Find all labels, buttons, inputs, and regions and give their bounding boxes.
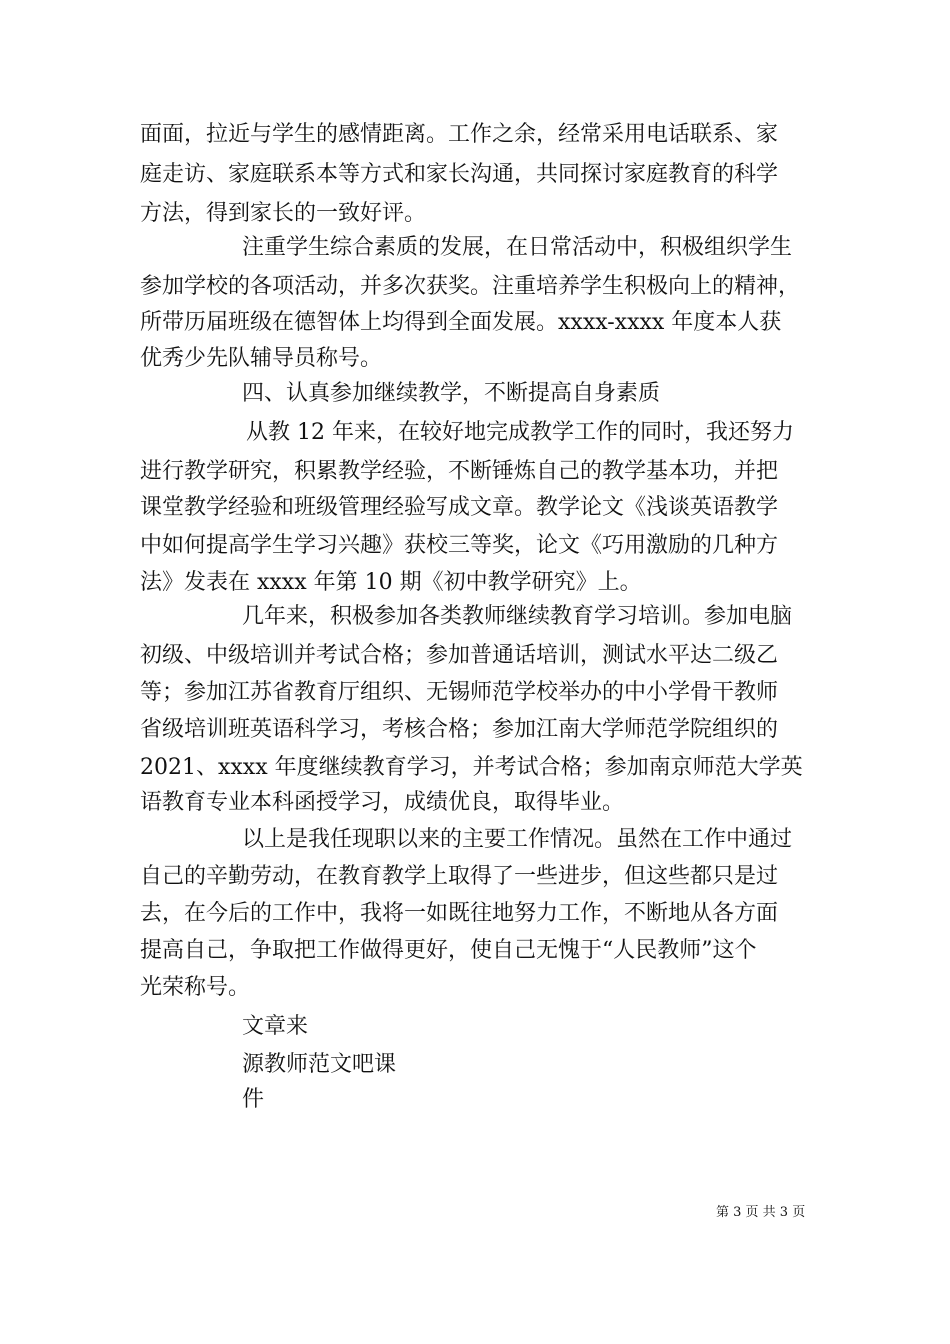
section-heading: 四、认真参加继续教学，不断提高自身素质 <box>242 381 661 406</box>
source-note-line: 件 <box>242 1087 265 1112</box>
text-line: 省级培训班英语科学习，考核合格；参加江南大学师范学院组织的 <box>140 717 779 742</box>
text-line: 2021、xxxx 年度继续教育学习，并考试合格；参加南京师范大学英 <box>140 755 803 780</box>
text-line: 中如何提高学生学习兴趣》获校三等奖，论文《巧用激励的几种方 <box>140 533 779 558</box>
source-note-line: 源教师范文吧课 <box>242 1052 397 1077</box>
text-line: 等；参加江苏省教育厅组织、无锡师范学校举办的中小学骨干教师 <box>140 680 779 705</box>
text-line: 庭走访、家庭联系本等方式和家长沟通，共同探讨家庭教育的科学 <box>140 162 779 187</box>
text-line: 光荣称号。 <box>140 975 251 1000</box>
text-line: 初级、中级培训并考试合格；参加普通话培训，测试水平达二级乙 <box>140 643 779 668</box>
text-line: 进行教学研究，积累教学经验，不断锤炼自己的教学基本功，并把 <box>140 459 779 484</box>
text-line: 从教 12 年来，在较好地完成教学工作的同时，我还努力 <box>246 420 794 445</box>
text-line: 注重学生综合素质的发展，在日常活动中，积极组织学生 <box>242 235 793 260</box>
text-line: 语教育专业本科函授学习，成绩优良，取得毕业。 <box>140 790 625 815</box>
text-line: 去，在今后的工作中，我将一如既往地努力工作，不断地从各方面 <box>140 901 779 926</box>
text-line: 以上是我任现职以来的主要工作情况。虽然在工作中通过 <box>242 827 793 852</box>
text-line: 所带历届班级在德智体上均得到全面发展。xxxx-xxxx 年度本人获 <box>140 310 782 335</box>
text-line: 法》发表在 xxxx 年第 10 期《初中教学研究》上。 <box>140 570 642 595</box>
text-line: 方法，得到家长的一致好评。 <box>140 201 427 226</box>
text-line: 面面，拉近与学生的感情距离。工作之余，经常采用电话联系、家 <box>140 122 779 147</box>
source-note-line: 文章来 <box>242 1014 309 1039</box>
text-line: 提高自己，争取把工作做得更好，使自己无愧于“人民教师”这个 <box>140 938 757 963</box>
page-number-footer: 第 3 页 共 3 页 <box>716 1205 806 1220</box>
text-line: 自己的辛勤劳动，在教育教学上取得了一些进步，但这些都只是过 <box>140 864 779 889</box>
text-line: 优秀少先队辅导员称号。 <box>140 346 383 371</box>
text-line: 课堂教学经验和班级管理经验写成文章。教学论文《浅谈英语教学 <box>140 495 779 520</box>
text-line: 几年来，积极参加各类教师继续教育学习培训。参加电脑 <box>242 604 793 629</box>
text-line: 参加学校的各项活动，并多次获奖。注重培养学生积极向上的精神， <box>140 274 801 299</box>
